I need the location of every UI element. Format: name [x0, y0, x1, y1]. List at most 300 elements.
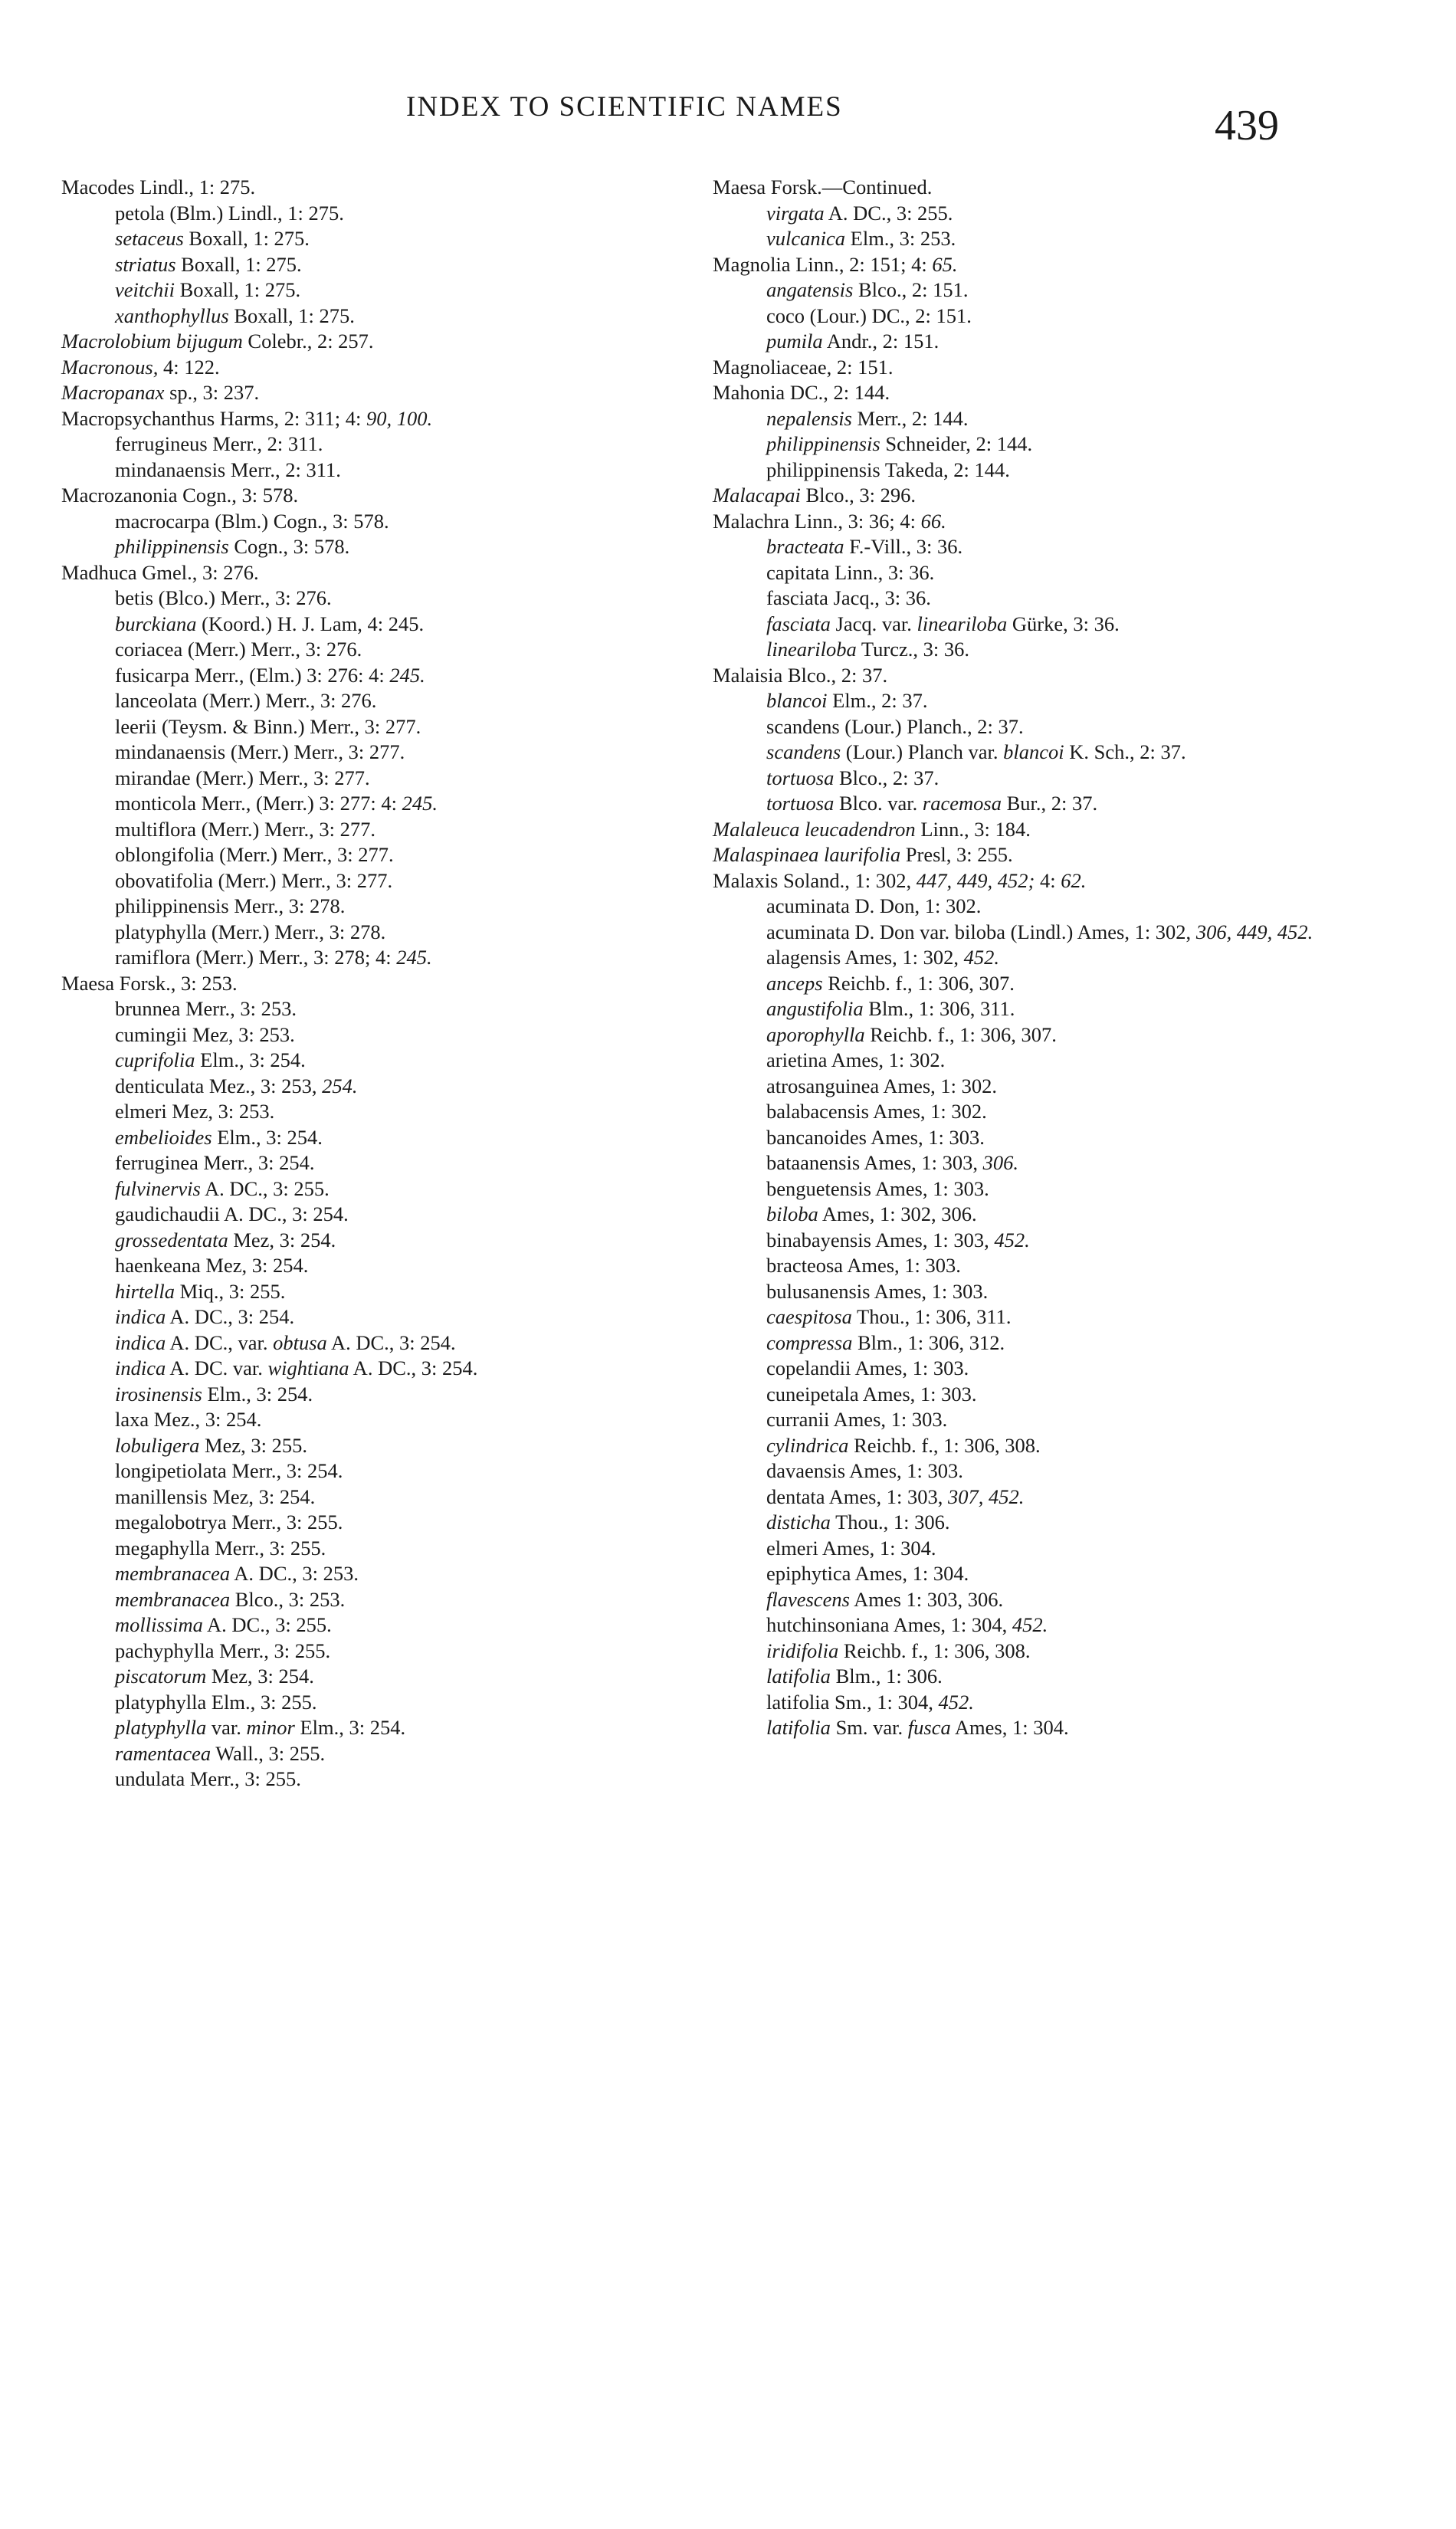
entry-text: Reichb. f., 1: 306, 307. — [864, 1022, 1057, 1046]
index-subentry — [61, 586, 690, 612]
entry-text: Boxall, 1: 275. — [183, 227, 310, 250]
entry-text: var. — [206, 1716, 247, 1739]
index-subentry — [713, 996, 1341, 1022]
index-subentry — [713, 1382, 1341, 1408]
entry-text: Ames 1: 303, 306. — [849, 1587, 1004, 1611]
index-subentry — [713, 1664, 1341, 1690]
entry-text: fusca — [907, 1716, 951, 1739]
index-subentry — [61, 791, 690, 817]
entry-text: obovatifolia (Merr.) Merr., 3: 277. — [115, 868, 393, 892]
entry-text: Sm. var. — [830, 1716, 908, 1739]
entry-text: (Lour.) Planch var. — [841, 740, 1004, 763]
index-subentry — [61, 1304, 690, 1330]
entry-text: atrosanguinea Ames, 1: 302. — [766, 1074, 998, 1097]
entry-text: Mez, 3: 254. — [228, 1228, 336, 1251]
entry-text: 306. — [982, 1151, 1018, 1174]
entry-text: nepalensis — [766, 406, 852, 430]
index-subentry — [713, 1253, 1341, 1279]
entry-text: Jacq. var. — [830, 612, 917, 635]
entry-text: laxa Mez., 3: 254. — [115, 1408, 262, 1431]
index-subentry — [61, 1048, 690, 1074]
entry-text: ferrugineus Merr., 2: 311. — [115, 432, 323, 455]
index-entry — [713, 483, 1341, 509]
entry-text: flavescens — [766, 1587, 850, 1611]
entry-text: ferruginea Merr., 3: 254. — [115, 1151, 315, 1174]
entry-text: elmeri Ames, 1: 304. — [766, 1536, 936, 1560]
entry-text: 452. — [938, 1690, 974, 1714]
entry-text: minor — [246, 1716, 295, 1739]
entry-text: compressa — [766, 1330, 853, 1354]
index-subentry — [61, 1150, 690, 1176]
index-subentry — [61, 252, 690, 278]
index-subentry — [713, 303, 1341, 330]
entry-text: setaceus — [115, 227, 184, 250]
index-subentry — [61, 431, 690, 458]
entry-text: lineariloba — [917, 612, 1008, 635]
entry-text: tortuosa — [766, 792, 835, 815]
entry-text: 65. — [932, 252, 958, 276]
entry-text: Elm., 3: 254. — [294, 1716, 406, 1739]
entry-text: bataanensis Ames, 1: 303, — [766, 1151, 983, 1174]
entry-text: Blm., 1: 306, 311. — [863, 997, 1015, 1020]
index-entry — [61, 560, 690, 586]
index-subentry — [713, 688, 1341, 714]
index-subentry — [713, 1279, 1341, 1305]
entry-text: leerii (Teysm. & Binn.) Merr., 3: 277. — [115, 714, 421, 738]
index-subentry — [61, 277, 690, 303]
entry-text: 245. — [396, 946, 432, 969]
entry-text: Gürke, 3: 36. — [1007, 612, 1120, 635]
entry-text: platyphylla (Merr.) Merr., 3: 278. — [115, 920, 386, 943]
entry-text: Malaisia Blco., 2: 37. — [713, 663, 888, 687]
entry-text: Boxall, 1: 275. — [175, 252, 302, 276]
index-entry — [61, 406, 690, 432]
entry-text: Macropsychanthus Harms, 2: 311; 4: — [61, 406, 366, 430]
entry-text: Wall., 3: 255. — [211, 1741, 326, 1765]
index-subentry — [713, 740, 1341, 766]
index-entry — [713, 817, 1341, 843]
entry-text: Blco., 3: 253. — [230, 1587, 346, 1611]
entry-text: multiflora (Merr.) Merr., 3: 277. — [115, 817, 376, 841]
index-column-right — [713, 175, 1341, 1741]
index-subentry — [61, 1612, 690, 1638]
index-subentry — [61, 1536, 690, 1562]
page-header: INDEX TO SCIENTIFIC NAMES — [406, 91, 843, 123]
index-subentry — [713, 1048, 1341, 1074]
index-subentry — [61, 303, 690, 330]
entry-text: philippinensis Takeda, 2: 144. — [766, 458, 1010, 481]
index-subentry — [61, 1766, 690, 1793]
index-subentry — [61, 201, 690, 227]
entry-text: A. DC., 3: 254. — [166, 1305, 295, 1328]
entry-text: fusicarpa Merr., (Elm.) 3: 276: 4: — [115, 663, 390, 687]
entry-text: curranii Ames, 1: 303. — [766, 1408, 948, 1431]
entry-text: Boxall, 1: 275. — [228, 303, 355, 327]
entry-text: 452. — [963, 946, 999, 969]
entry-text: arietina Ames, 1: 302. — [766, 1048, 946, 1071]
entry-text: embelioides — [115, 1125, 212, 1149]
entry-text: A. DC., 3: 254. — [326, 1330, 456, 1354]
index-entry — [61, 483, 690, 509]
index-subentry — [713, 1715, 1341, 1741]
entry-text: cuneipetala Ames, 1: 303. — [766, 1382, 977, 1406]
index-subentry — [61, 458, 690, 484]
index-subentry — [61, 663, 690, 689]
entry-text: 66. — [920, 509, 946, 533]
index-subentry — [713, 1561, 1341, 1587]
entry-text: cylindrica — [766, 1433, 849, 1457]
entry-text: indica — [115, 1356, 166, 1379]
entry-text: manillensis Mez, 3: 254. — [115, 1484, 316, 1508]
entry-text: iridifolia — [766, 1638, 839, 1662]
entry-text: Elm., 3: 253. — [845, 227, 956, 250]
index-subentry — [713, 1099, 1341, 1125]
entry-text: indica — [115, 1330, 166, 1354]
entry-text: biloba — [766, 1202, 818, 1225]
entry-text: philippinensis Merr., 3: 278. — [115, 894, 346, 917]
index-entry — [61, 329, 690, 355]
entry-text: 307, 452. — [948, 1484, 1025, 1508]
entry-text: F.-Vill., 3: 36. — [844, 535, 963, 558]
entry-text: Boxall, 1: 275. — [175, 278, 301, 301]
entry-text: latifolia Sm., 1: 304, — [766, 1690, 939, 1714]
entry-text: Macodes Lindl., 1: 275. — [61, 175, 256, 198]
entry-text: pumila — [766, 330, 823, 353]
entry-text: A. DC. var. — [166, 1356, 268, 1379]
entry-text: lineariloba — [766, 638, 857, 661]
entry-text: alagensis Ames, 1: 302, — [766, 946, 964, 969]
entry-text: capitata Linn., 3: 36. — [766, 560, 935, 584]
index-subentry — [713, 586, 1341, 612]
entry-text: virgata — [766, 201, 825, 225]
entry-text: ramiflora (Merr.) Merr., 3: 278; 4: — [115, 946, 397, 969]
entry-text: A. DC., 3: 253. — [230, 1562, 359, 1585]
entry-text: Thou., 1: 306, 311. — [851, 1305, 1012, 1328]
index-column-left — [61, 175, 690, 1793]
entry-text: wightiana — [267, 1356, 349, 1379]
index-subentry — [713, 1074, 1341, 1100]
entry-text: Blco., 2: 151. — [853, 278, 969, 301]
index-subentry — [61, 1638, 690, 1665]
entry-text: bracteata — [766, 535, 844, 558]
index-subentry — [61, 1741, 690, 1767]
entry-text: Magnolia Linn., 2: 151; 4: — [713, 252, 933, 276]
entry-text: Blco., 2: 37. — [834, 766, 940, 789]
index-subentry — [713, 971, 1341, 997]
entry-text: Elm., 3: 254. — [202, 1382, 313, 1406]
entry-text: hutchinsoniana Ames, 1: 304, — [766, 1613, 1012, 1636]
entry-text: latifolia — [766, 1665, 831, 1688]
entry-text: membranacea — [115, 1587, 231, 1611]
entry-text: 306, 449, 452. — [1195, 920, 1313, 943]
entry-text: philippinensis — [115, 535, 229, 558]
entry-text: Thou., 1: 306. — [830, 1511, 950, 1533]
index-subentry — [713, 1125, 1341, 1151]
entry-text: fasciata Jacq., 3: 36. — [766, 586, 931, 609]
entry-text: striatus — [115, 252, 176, 276]
entry-text: K. Sch., 2: 37. — [1064, 740, 1186, 763]
entry-text: 452. — [994, 1228, 1030, 1251]
index-subentry — [713, 560, 1341, 586]
entry-text: A. DC., 3: 255. — [824, 201, 953, 225]
index-subentry — [61, 1202, 690, 1228]
index-subentry — [713, 534, 1341, 560]
entry-text: bulusanensis Ames, 1: 303. — [766, 1279, 989, 1303]
index-subentry — [61, 534, 690, 560]
index-subentry — [713, 1022, 1341, 1048]
entry-text: fasciata — [766, 612, 831, 635]
entry-text: acuminata D. Don, 1: 302. — [766, 894, 982, 917]
entry-text: obtusa — [273, 1330, 327, 1354]
entry-text: Malaleuca leucadendron — [713, 817, 916, 841]
entry-text: haenkeana Mez, 3: 254. — [115, 1254, 309, 1277]
entry-text: Maesa Forsk.—Continued. — [713, 175, 933, 198]
entry-text: betis (Blco.) Merr., 3: 276. — [115, 586, 332, 609]
index-subentry — [61, 1433, 690, 1459]
index-subentry — [61, 1125, 690, 1151]
index-subentry — [713, 226, 1341, 252]
index-subentry — [713, 1638, 1341, 1665]
entry-text: Macronous, — [61, 355, 159, 379]
entry-text: davaensis Ames, 1: 303. — [766, 1459, 963, 1482]
entry-text: irosinensis — [115, 1382, 202, 1406]
index-subentry — [713, 1228, 1341, 1254]
entry-text: 245. — [402, 792, 438, 815]
entry-text: tortuosa — [766, 766, 835, 789]
entry-text: mollissima — [115, 1613, 203, 1636]
index-subentry — [61, 1510, 690, 1536]
index-subentry — [713, 329, 1341, 355]
entry-text: aporophylla — [766, 1022, 865, 1046]
index-subentry — [61, 920, 690, 946]
index-subentry — [61, 714, 690, 740]
entry-text: bancanoides Ames, 1: 303. — [766, 1125, 985, 1149]
index-subentry — [713, 945, 1341, 971]
entry-text: vulcanica — [766, 227, 846, 250]
index-subentry — [713, 1150, 1341, 1176]
entry-text: Macrolobium bijugum — [61, 330, 243, 353]
index-subentry — [713, 1202, 1341, 1228]
entry-text: 4: — [1035, 868, 1061, 892]
entry-text: hirtella — [115, 1279, 175, 1303]
entry-text: philippinensis — [766, 432, 880, 455]
index-subentry — [713, 431, 1341, 458]
index-subentry — [713, 1612, 1341, 1638]
entry-text: 245. — [389, 663, 425, 687]
index-subentry — [713, 1407, 1341, 1433]
entry-text: Macrozanonia Cogn., 3: 578. — [61, 484, 299, 507]
entry-text: Colebr., 2: 257. — [242, 330, 374, 353]
index-subentry — [713, 1690, 1341, 1716]
entry-text: lanceolata (Merr.) Merr., 3: 276. — [115, 689, 377, 712]
index-subentry — [61, 1253, 690, 1279]
entry-text: caespitosa — [766, 1305, 852, 1328]
index-entry — [713, 842, 1341, 868]
entry-text: Mez, 3: 254. — [206, 1665, 314, 1688]
entry-text: angatensis — [766, 278, 854, 301]
entry-text: pachyphylla Merr., 3: 255. — [115, 1638, 331, 1662]
index-subentry — [713, 791, 1341, 817]
index-subentry — [61, 612, 690, 638]
entry-text: mirandae (Merr.) Merr., 3: 277. — [115, 766, 370, 789]
index-subentry — [713, 637, 1341, 663]
index-subentry — [61, 637, 690, 663]
index-subentry — [61, 1587, 690, 1613]
index-entry — [713, 663, 1341, 689]
entry-text: Malaspinaea laurifolia — [713, 843, 901, 866]
index-entry — [713, 868, 1341, 894]
entry-text: Malacapai — [713, 484, 801, 507]
entry-text: macrocarpa (Blm.) Cogn., 3: 578. — [115, 509, 389, 533]
entry-text: racemosa — [922, 792, 1002, 815]
entry-text: mindanaensis Merr., 2: 311. — [115, 458, 341, 481]
index-subentry — [713, 1484, 1341, 1511]
entry-text: disticha — [766, 1511, 831, 1533]
index-subentry — [713, 1458, 1341, 1484]
entry-text: cumingii Mez, 3: 253. — [115, 1022, 295, 1046]
entry-text: fulvinervis — [115, 1176, 201, 1200]
index-subentry — [713, 201, 1341, 227]
entry-text: Linn., 3: 184. — [915, 817, 1031, 841]
entry-text: Turcz., 3: 36. — [856, 638, 970, 661]
entry-text: oblongifolia (Merr.) Merr., 3: 277. — [115, 843, 394, 866]
entry-text: Mahonia DC., 2: 144. — [713, 381, 890, 404]
index-subentry — [61, 1407, 690, 1433]
entry-text: coco (Lour.) DC., 2: 151. — [766, 303, 972, 327]
entry-text: (Koord.) H. J. Lam, 4: 245. — [196, 612, 425, 635]
entry-text: Blco. var. — [834, 792, 923, 815]
entry-text: xanthophyllus — [115, 303, 229, 327]
entry-text: gaudichaudii A. DC., 3: 254. — [115, 1202, 349, 1225]
index-subentry — [61, 1176, 690, 1202]
entry-text: balabacensis Ames, 1: 302. — [766, 1100, 987, 1123]
entry-text: Andr., 2: 151. — [822, 330, 940, 353]
entry-text: Blm., 1: 306, 312. — [852, 1330, 1005, 1354]
index-subentry — [61, 817, 690, 843]
index-subentry — [61, 1561, 690, 1587]
entry-text: bracteosa Ames, 1: 303. — [766, 1254, 961, 1277]
index-subentry — [713, 1433, 1341, 1459]
entry-text: undulata Merr., 3: 255. — [115, 1767, 301, 1790]
index-subentry — [713, 1356, 1341, 1382]
index-subentry — [713, 1176, 1341, 1202]
index-subentry — [61, 1356, 690, 1382]
entry-text: Mez, 3: 255. — [199, 1433, 307, 1457]
entry-text: Bur., 2: 37. — [1001, 792, 1098, 815]
index-subentry — [713, 1330, 1341, 1356]
index-entry — [61, 355, 690, 381]
index-subentry — [61, 1330, 690, 1356]
entry-text: Elm., 3: 254. — [212, 1125, 323, 1149]
index-subentry — [713, 766, 1341, 792]
index-entry — [61, 380, 690, 406]
index-subentry — [713, 612, 1341, 638]
entry-text: Madhuca Gmel., 3: 276. — [61, 560, 259, 584]
entry-text: indica — [115, 1305, 166, 1328]
entry-text: mindanaensis (Merr.) Merr., 3: 277. — [115, 740, 405, 763]
entry-text: Cogn., 3: 578. — [228, 535, 350, 558]
entry-text: angustifolia — [766, 997, 864, 1020]
entry-text: Maesa Forsk., 3: 253. — [61, 971, 238, 995]
index-subentry — [61, 1099, 690, 1125]
index-subentry — [61, 740, 690, 766]
entry-text: cuprifolia — [115, 1048, 195, 1071]
entry-text: ramentacea — [115, 1741, 212, 1765]
entry-text: dentata Ames, 1: 303, — [766, 1484, 948, 1508]
index-entry — [713, 355, 1341, 381]
index-subentry — [713, 1510, 1341, 1536]
index-subentry — [713, 1587, 1341, 1613]
entry-text: latifolia — [766, 1716, 831, 1739]
entry-text: denticulata Mez., 3: 253, — [115, 1074, 323, 1097]
index-subentry — [61, 226, 690, 252]
index-subentry — [713, 406, 1341, 432]
index-entry — [713, 380, 1341, 406]
index-entry — [61, 175, 690, 201]
entry-text: piscatorum — [115, 1665, 207, 1688]
index-subentry — [61, 1664, 690, 1690]
entry-text: Reichb. f., 1: 306, 307. — [822, 971, 1015, 995]
index-subentry — [61, 894, 690, 920]
entry-text: acuminata D. Don var. biloba (Lindl.) Ames, 1: 302, — [766, 920, 1196, 943]
entry-text: 254. — [322, 1074, 358, 1097]
index-subentry — [61, 509, 690, 535]
index-subentry — [713, 1536, 1341, 1562]
entry-text: Magnoliaceae, 2: 151. — [713, 355, 894, 379]
entry-text: Malachra Linn., 3: 36; 4: — [713, 509, 921, 533]
entry-text: anceps — [766, 971, 823, 995]
entry-text: longipetiolata Merr., 3: 254. — [115, 1459, 343, 1482]
index-subentry — [61, 945, 690, 971]
index-subentry — [61, 868, 690, 894]
entry-text: blancoi — [766, 689, 828, 712]
index-subentry — [713, 458, 1341, 484]
index-subentry — [61, 766, 690, 792]
entry-text: 90, 100. — [366, 406, 433, 430]
entry-text: Ames, 1: 302, 306. — [818, 1202, 977, 1225]
entry-text: scandens — [766, 740, 841, 763]
entry-text: megalobotrya Merr., 3: 255. — [115, 1511, 343, 1533]
index-subentry — [713, 1304, 1341, 1330]
entry-text: Presl, 3: 255. — [900, 843, 1013, 866]
entry-text: copelandii Ames, 1: 303. — [766, 1356, 969, 1379]
entry-text: monticola Merr., (Merr.) 3: 277: 4: — [115, 792, 402, 815]
entry-text: Blco., 3: 296. — [800, 484, 916, 507]
index-subentry — [61, 1715, 690, 1741]
index-subentry — [713, 277, 1341, 303]
entry-text: petola (Blm.) Lindl., 1: 275. — [115, 201, 344, 225]
index-subentry — [61, 1279, 690, 1305]
index-subentry — [61, 1458, 690, 1484]
entry-text: Macropanax — [61, 381, 165, 404]
index-subentry — [61, 996, 690, 1022]
index-subentry — [61, 1484, 690, 1511]
index-subentry — [61, 1382, 690, 1408]
entry-text: Ames, 1: 304. — [950, 1716, 1069, 1739]
entry-text: Elm., 3: 254. — [195, 1048, 306, 1071]
entry-text: scandens (Lour.) Planch., 2: 37. — [766, 714, 1024, 738]
entry-text: 447, 449, 452; — [916, 868, 1035, 892]
entry-text: 62. — [1061, 868, 1087, 892]
entry-text: A. DC., 3: 255. — [202, 1613, 332, 1636]
entry-text: epiphytica Ames, 1: 304. — [766, 1562, 969, 1585]
entry-text: lobuligera — [115, 1433, 200, 1457]
index-subentry — [713, 920, 1341, 946]
entry-text: sp., 3: 237. — [164, 381, 260, 404]
entry-text: Miq., 3: 255. — [175, 1279, 286, 1303]
index-subentry — [713, 894, 1341, 920]
entry-text: 4: 122. — [158, 355, 220, 379]
